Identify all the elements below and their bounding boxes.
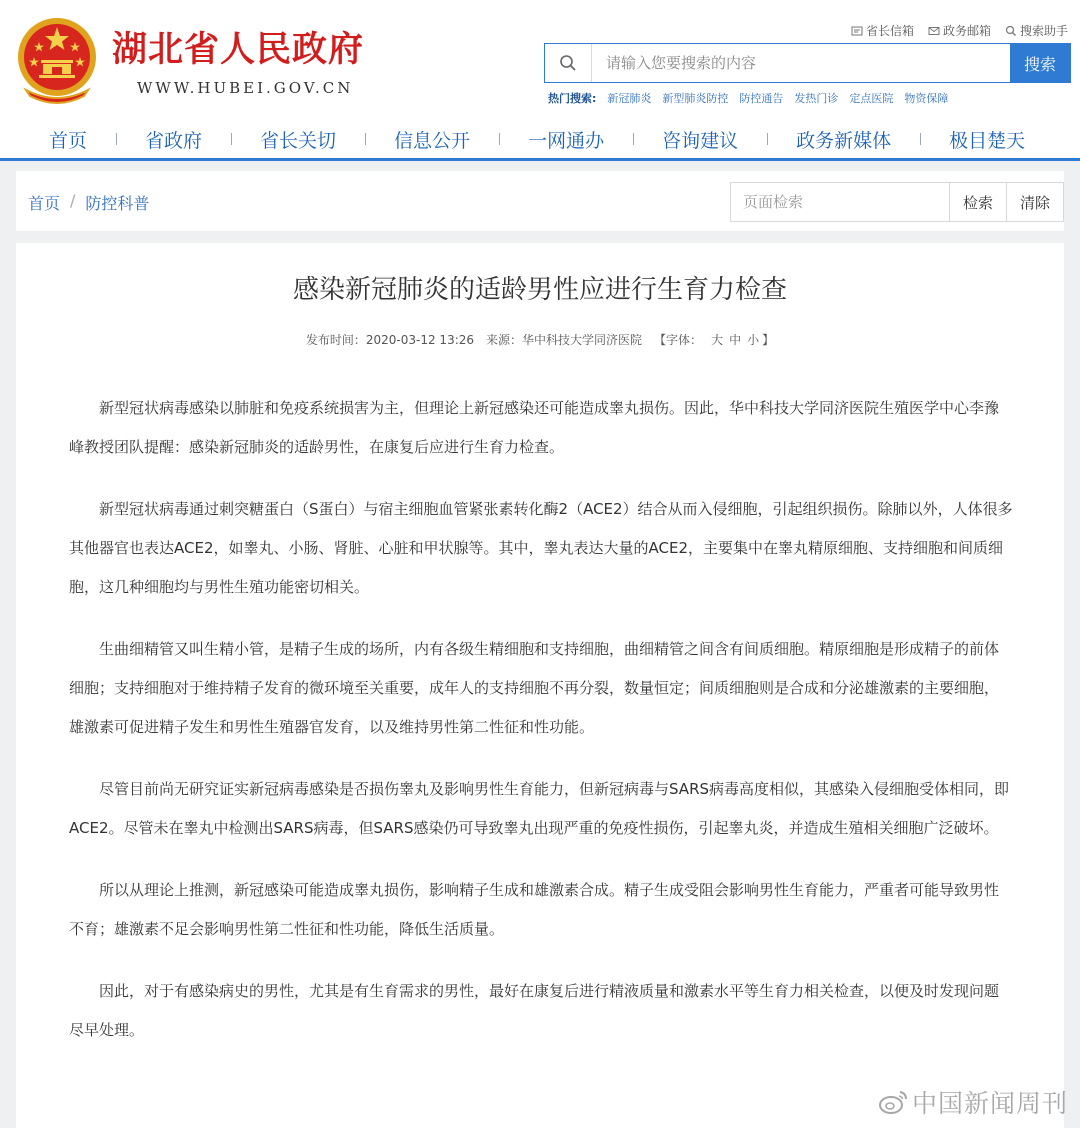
gov-email-link[interactable] <box>928 22 991 39</box>
top-link-label: 搜索助手 <box>1019 24 1068 38</box>
site-name: 湖北省人民政府 <box>112 30 365 70</box>
nav-item-home[interactable]: 首页 <box>49 129 88 152</box>
publish-time: 2020-03-12 13:26 <box>365 333 475 347</box>
search-icon <box>559 54 577 72</box>
font-size-medium[interactable]: 中 <box>729 333 742 347</box>
search-input[interactable] <box>592 44 1010 82</box>
article-title: 感染新冠肺炎的适龄男性应进行生育力检查 <box>292 275 787 305</box>
hot-search-item[interactable]: 发热门诊 <box>794 92 839 105</box>
font-size-label: 【字体： <box>654 333 703 347</box>
breadcrumb-separator: / <box>70 191 76 210</box>
nav-item-governor-concerns[interactable]: 省长关切 <box>231 126 365 153</box>
main-nav <box>0 120 1080 161</box>
hot-search-item[interactable]: 新型肺炎防控 <box>662 92 729 105</box>
page-search-input[interactable] <box>731 183 949 221</box>
hot-search-item[interactable]: 物资保障 <box>904 92 949 105</box>
font-size-close: 】 <box>762 333 775 347</box>
site-search-box <box>544 43 1071 83</box>
nav-item-jimu-chutian[interactable]: 极目楚天 <box>920 126 1054 153</box>
site-url: WWW.HUBEI.GOV.CN <box>137 79 354 97</box>
page-search <box>730 182 1064 222</box>
article-paragraph: 生曲细精管又叫生精小管，是精子生成的场所，内有各级生精细胞和支持细胞，曲细精管之间含有间质细胞。精原细胞是形成精子的前体细胞；支持细胞对于维持精子发育的微环境至关重要，成年人的支持细胞不再分裂，数量恒定；间质细胞则是合成和分泌雄激素的主要细胞，雄激素可促进精子发生和男性生殖器官发育，以及维持男性第二性征和性功能。 <box>69 640 1000 736</box>
mail-icon <box>851 25 863 37</box>
page-search-clear-button[interactable]: 清除 <box>1006 183 1063 221</box>
publish-label: 发布时间： <box>305 333 366 347</box>
top-links <box>851 22 1068 39</box>
nav-item-online-services[interactable]: 一网通办 <box>499 126 633 153</box>
top-link-label: 政务邮箱 <box>942 24 991 38</box>
nav-item-provincial-government[interactable]: 省政府 <box>116 126 231 153</box>
article <box>16 243 1064 1128</box>
article-paragraph: 尽管目前尚无研究证实新冠病毒感染是否损伤睾丸及影响男性生育能力，但新冠病毒与SARS病毒高度相似，其感染入侵细胞受体相同，即ACE2。尽管未在睾丸中检测出SARS病毒，但SARS感染仍可导致睾丸出现严重的免疫性损伤，引起睾丸炎，并造成生殖相关细胞广泛破坏。 <box>69 780 1010 837</box>
breadcrumb-home[interactable]: 首页 <box>28 194 61 213</box>
font-size-small[interactable]: 小 <box>747 333 760 347</box>
font-size-large[interactable]: 大 <box>711 333 724 347</box>
search-button[interactable]: 搜索 <box>1010 44 1070 82</box>
weibo-watermark <box>878 1084 1068 1120</box>
nav-item-information-disclosure[interactable]: 信息公开 <box>365 126 499 153</box>
hot-search-item[interactable]: 防控通告 <box>739 92 784 105</box>
breadcrumb-bar <box>16 171 1064 231</box>
governor-mailbox-link[interactable] <box>851 22 914 39</box>
weibo-icon <box>878 1089 908 1115</box>
site-header <box>0 0 1080 120</box>
source-label: 来源： <box>486 333 523 347</box>
nav-item-consultation[interactable]: 咨询建议 <box>633 126 767 153</box>
envelope-icon <box>928 25 940 37</box>
breadcrumb-current[interactable]: 防控科普 <box>85 194 150 213</box>
article-source: 华中科技大学同济医院 <box>522 333 643 347</box>
hot-search-label: 热门搜索: <box>548 92 597 105</box>
article-paragraph: 新型冠状病毒感染以肺脏和免疫系统损害为主，但理论上新冠感染还可能造成睾丸损伤。因此，华中科技大学同济医院生殖医学中心李豫峰教授团队提醒：感染新冠肺炎的适龄男性，在康复后应进行生育力检查。 <box>69 399 1000 456</box>
article-paragraph: 因此，对于有感染病史的男性，尤其是有生育需求的男性，最好在康复后进行精液质量和激素水平等生育力相关检查，以便及时发现问题尽早处理。 <box>69 982 1000 1039</box>
search-icon-wrap <box>545 44 592 82</box>
search-icon <box>1005 25 1017 37</box>
hot-search-item[interactable]: 定点医院 <box>849 92 894 105</box>
nav-item-new-media[interactable]: 政务新媒体 <box>767 126 920 153</box>
nav-list <box>0 120 1080 158</box>
watermark-text: 中国新闻周刊 <box>911 1089 1068 1118</box>
article-paragraph: 所以从理论上推测，新冠感染可能造成睾丸损伤，影响精子生成和雄激素合成。精子生成受阻会影响男性生育能力，严重者可能导致男性不育；雄激素不足会影响男性第二性征和性功能，降低生活质量。 <box>69 881 1000 938</box>
article-paragraph: 新型冠状病毒通过刺突糖蛋白（S蛋白）与宿主细胞血管紧张素转化酶2（ACE2）结合从而入侵细胞，引起组织损伤。除肺以外，人体很多其他器官也表达ACE2，如睾丸、小肠、肾脏、心脏和甲状腺等。其中，睾丸表达大量的ACE2，主要集中在睾丸精原细胞、支持细胞和间质细胞，这几种细胞均与男性生殖功能密切相关。 <box>69 500 1013 596</box>
top-link-label: 省长信箱 <box>865 24 914 38</box>
article-meta <box>16 331 1064 348</box>
page-search-button[interactable]: 检索 <box>949 183 1006 221</box>
breadcrumb <box>28 191 149 214</box>
national-emblem-icon <box>14 16 100 104</box>
hot-search-item[interactable]: 新冠肺炎 <box>607 92 652 105</box>
article-body <box>69 389 1013 1073</box>
search-assistant-link[interactable] <box>1005 22 1068 39</box>
hot-search <box>548 90 948 106</box>
